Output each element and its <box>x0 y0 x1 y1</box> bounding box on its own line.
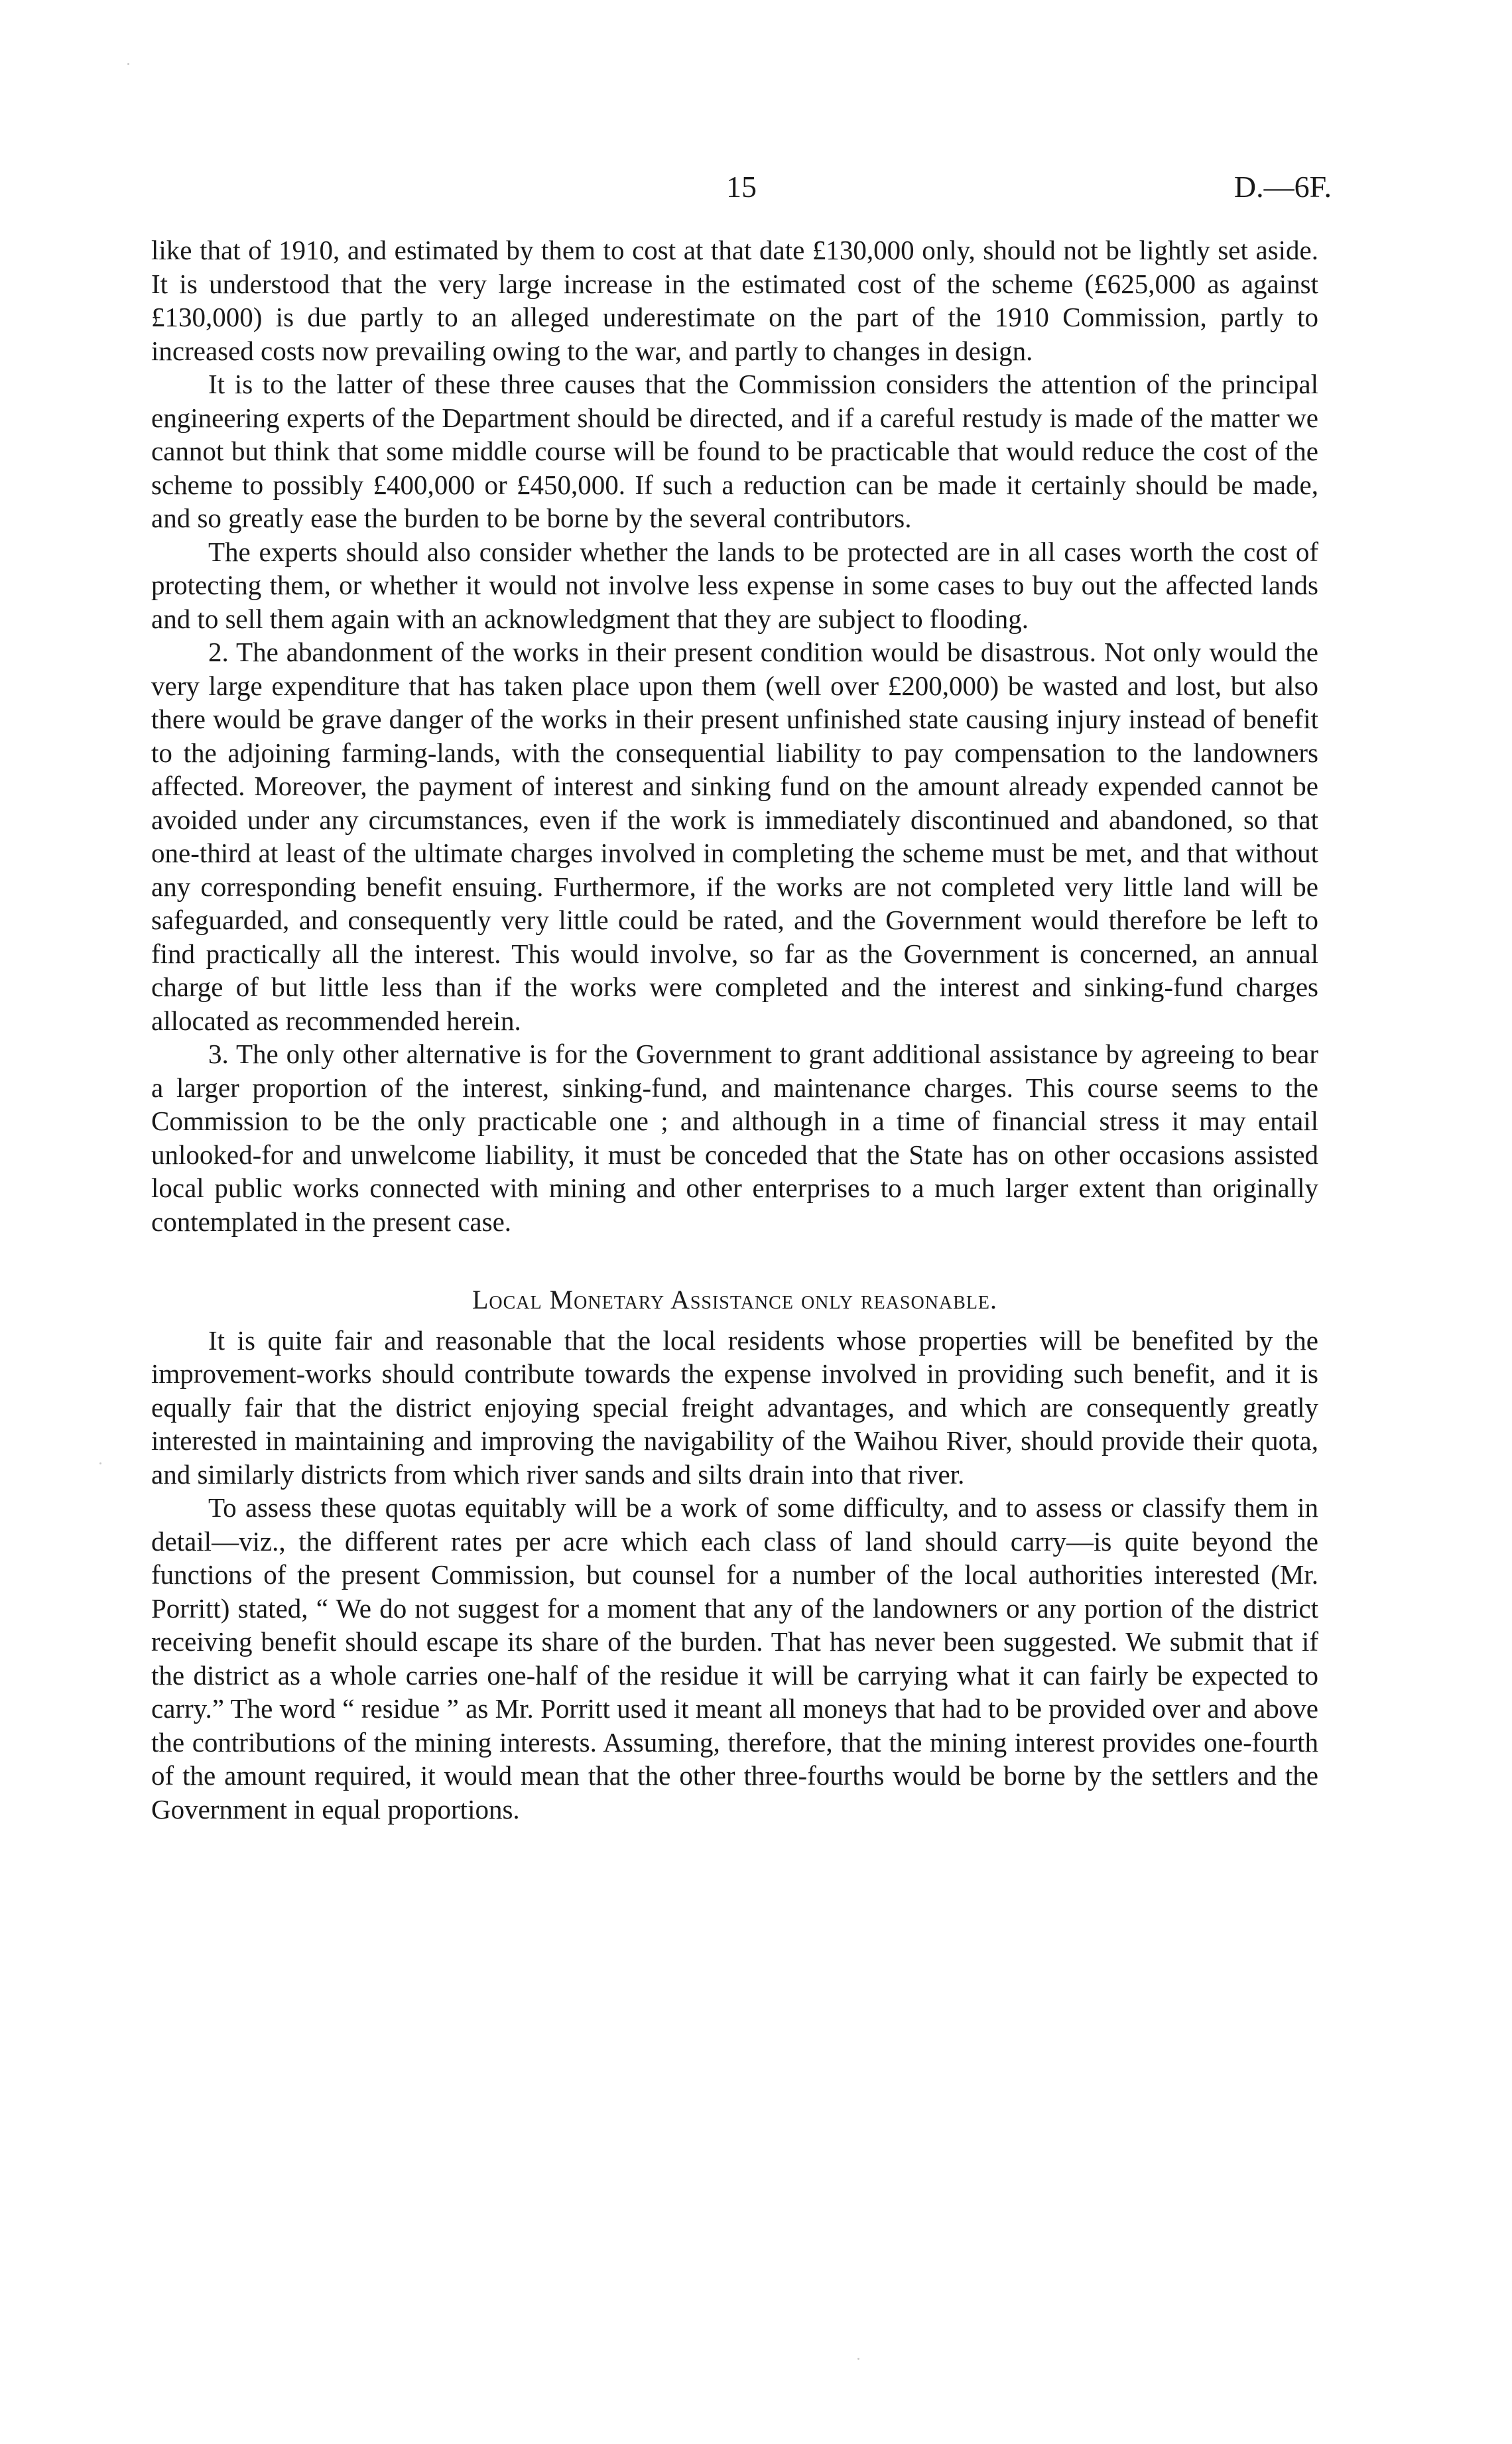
scan-speck <box>127 63 129 65</box>
paragraph: 2. The abandonment of the works in their present condition would be disastrous. Not only would the very large expenditure that has taken place upon them (well over £200,000) be wasted and lost, but also there would be grave danger of the works in their present unfinished state causing injury instead of benefit to the adjoining farming-lands, with the consequential liability to pay compensation to the landowners affected. Moreover, the payment of interest and sinking fund on the amount already expended cannot be avoided under any circumstances, even if the work is immediately discontinued and abandoned, so that one-third at least of the ultimate charges involved in completing the scheme must be met, and that without any corresponding benefit ensuing. Furthermore, if the works are not completed very little land will be safeguarded, and consequently very little could be rated, and the Government would therefore be left to find practically all the interest. This would involve, so far as the Government is concerned, an annual charge of but little less than if the works were completed and the interest and sinking-fund charges allocated as recommended herein. <box>151 637 1318 1036</box>
paragraph: To assess these quotas equitably will be a work of some difficulty, and to assess or classify them in detail—viz., the different rates per acre which each class of land should carry—is quite beyond the functions of the present Commission, but counsel for a number of the local authorities interested (Mr. Porritt) stated, “ We do not suggest for a moment that any of the landowners or any portion of the district receiving benefit should escape its share of the burden. That has never been suggested. We submit that if the district as a whole carries one-half of the residue it will be carrying what it can fairly be expected to carry.” The word “ residue ” as Mr. Porritt used it meant all moneys that had to be provided over and above the contributions of the mining interests. Assuming, therefore, that the mining interest provides one-fourth of the amount required, it would mean that the other three-fourths would be borne by the settlers and the Government in equal proportions. <box>151 1492 1318 1825</box>
paragraph: It is quite fair and reasonable that the local residents whose properties will be benefited by the improvement-works should contribute towards the expense involved in providing such benefit, and it is equally fair that the district enjoying special freight advantages, and which are consequently greatly interested in maintaining and improving the navigability of the Waihou River, should provide their quota, and similarly districts from which river sands and silts drain into that river. <box>151 1324 1318 1490</box>
document-reference: D.—6F. <box>1233 170 1332 204</box>
body-text <box>151 233 1318 1826</box>
paragraph: 3. The only other alternative is for the Government to grant additional assistance by agreeing to bear a larger proportion of the interest, sinking-fund, and maintenance charges. This course seems to the Commission to be the only practicable one ; and although in a time of financial stress it may entail unlooked-for and unwelcome liability, it must be conceded that the State has on other occasions assisted local public works connected with mining and other enterprises to a much larger extent than originally contemplated in the present case. <box>151 1039 1318 1237</box>
section-heading: Local Monetary Assistance only reasonable. <box>472 1285 998 1315</box>
page-number: 15 <box>726 170 757 204</box>
scan-speck <box>857 2358 859 2360</box>
page-header <box>151 169 1332 209</box>
paragraph: like that of 1910, and estimated by them to cost at that date £130,000 only, should not be lightly set aside. It is understood that the very large increase in the estimated cost of the scheme (£625,000 as against £130,000) is due partly to an alleged underestimate on the part of the 1910 Commission, partly to increased costs now prevailing owing to the war, and partly to changes in design. <box>151 235 1318 366</box>
paragraph: The experts should also consider whether the lands to be protected are in all cases worth the cost of protecting them, or whether it would not involve less expense in some cases to buy out the affected lands and to sell them again with an acknowledgment that they are subject to flooding. <box>151 536 1318 634</box>
scan-speck <box>99 1462 101 1464</box>
paragraph: It is to the latter of these three causes that the Commission considers the attention of the principal engineering experts of the Department should be directed, and if a careful restudy is made of the matter we cannot but think that some middle course will be found to be practicable that would reduce the cost of the scheme to possibly £400,000 or £450,000. If such a reduction can be made it certainly should be made, and so greatly ease the burden to be borne by the several contributors. <box>151 369 1318 533</box>
